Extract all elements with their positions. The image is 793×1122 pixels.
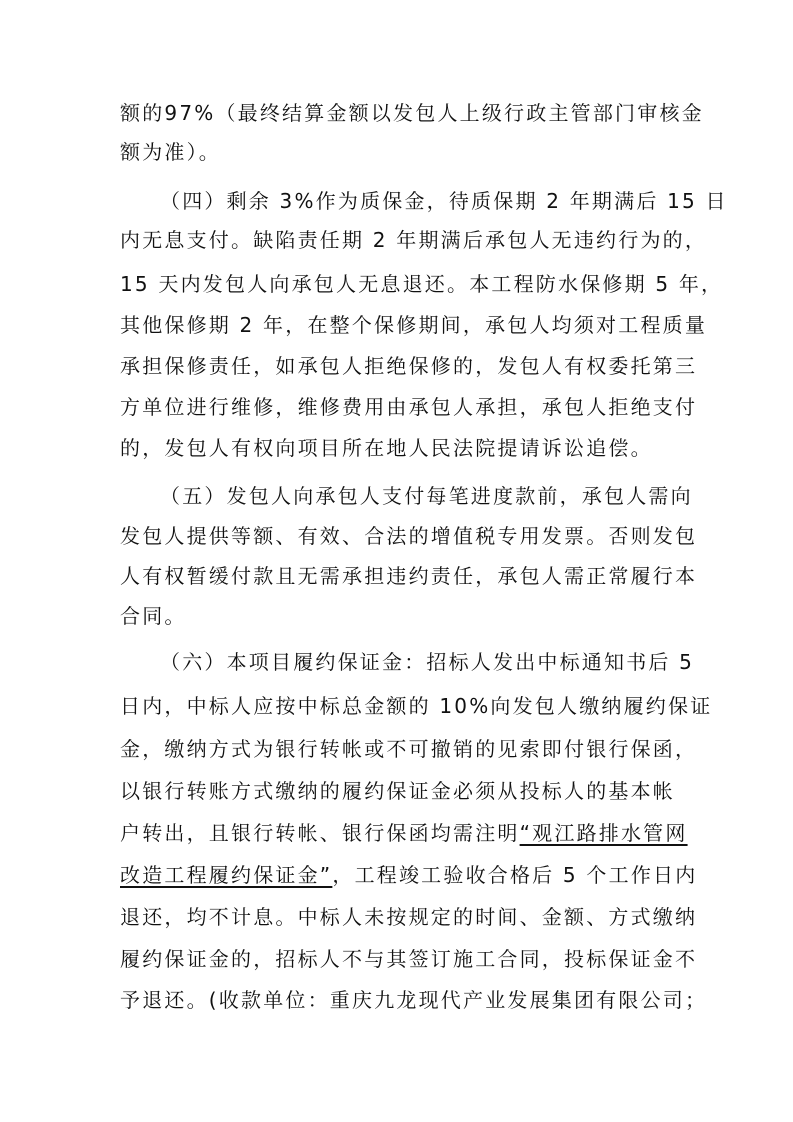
text-line: 合同。	[120, 604, 187, 628]
underlined-text: “观江路排水管网	[519, 821, 688, 845]
text-line	[120, 855, 698, 895]
text-line: 承担保修责任，如承包人拒绝保修的，发包人有权委托第三	[120, 354, 698, 378]
text-line: 履约保证金的，招标人不与其签订施工合同，投标保证金不	[120, 947, 698, 971]
text-line: 以银行转账方式缴纳的履约保证金必须从投标人的基本帐	[120, 779, 675, 803]
text-line: 方单位进行维修，维修费用由承包人承担，承包人拒绝支付	[120, 395, 698, 419]
underlined-text: 改造工程履约保证金”	[120, 863, 333, 887]
text-line: 日内，中标人应按中标总金额的 10%向发包人缴纳履约保证	[120, 694, 713, 718]
text-line: （六）本项目履约保证金：招标人发出中标通知书后 5	[160, 650, 695, 674]
text-line: 其他保修期 2 年，在整个保修期间，承包人均须对工程质量	[120, 313, 708, 337]
text-line: 的，发包人有权向项目所在地人民法院提请诉讼追偿。	[120, 436, 653, 460]
text-fragment: 户转出，且银行转帐、银行保函均需注明	[120, 821, 520, 845]
text-line: 发包人提供等额、有效、合法的增值税专用发票。否则发包	[120, 524, 698, 548]
text-line: 额的97%（最终结算金额以发包人上级行政主管部门审核金	[120, 101, 704, 125]
text-line: 15 天内发包人向承包人无息退还。本工程防水保修期 5 年，	[120, 272, 724, 296]
text-fragment: ，工程竣工验收合格后 5 个工作日内	[332, 863, 698, 887]
text-line: 额为准）。	[120, 140, 221, 164]
text-line: 退还，均不计息。中标人未按规定的时间、金额、方式缴纳	[120, 905, 698, 929]
text-line: 金，缴纳方式为银行转帐或不可撤销的见索即付银行保函，	[120, 737, 698, 761]
text-line	[120, 813, 688, 853]
text-line: （四）剩余 3%作为质保金，待质保期 2 年期满后 15 日	[160, 189, 728, 213]
text-line: （五）发包人向承包人支付每笔进度款前，承包人需向	[160, 484, 693, 508]
text-line: 予退还。(收款单位：重庆九龙现代产业发展集团有限公司；	[120, 988, 708, 1012]
text-line: 内无息支付。缺陷责任期 2 年期满后承包人无违约行为的，	[120, 228, 708, 252]
text-line: 人有权暂缓付款且无需承担违约责任，承包人需正常履行本	[120, 564, 698, 588]
